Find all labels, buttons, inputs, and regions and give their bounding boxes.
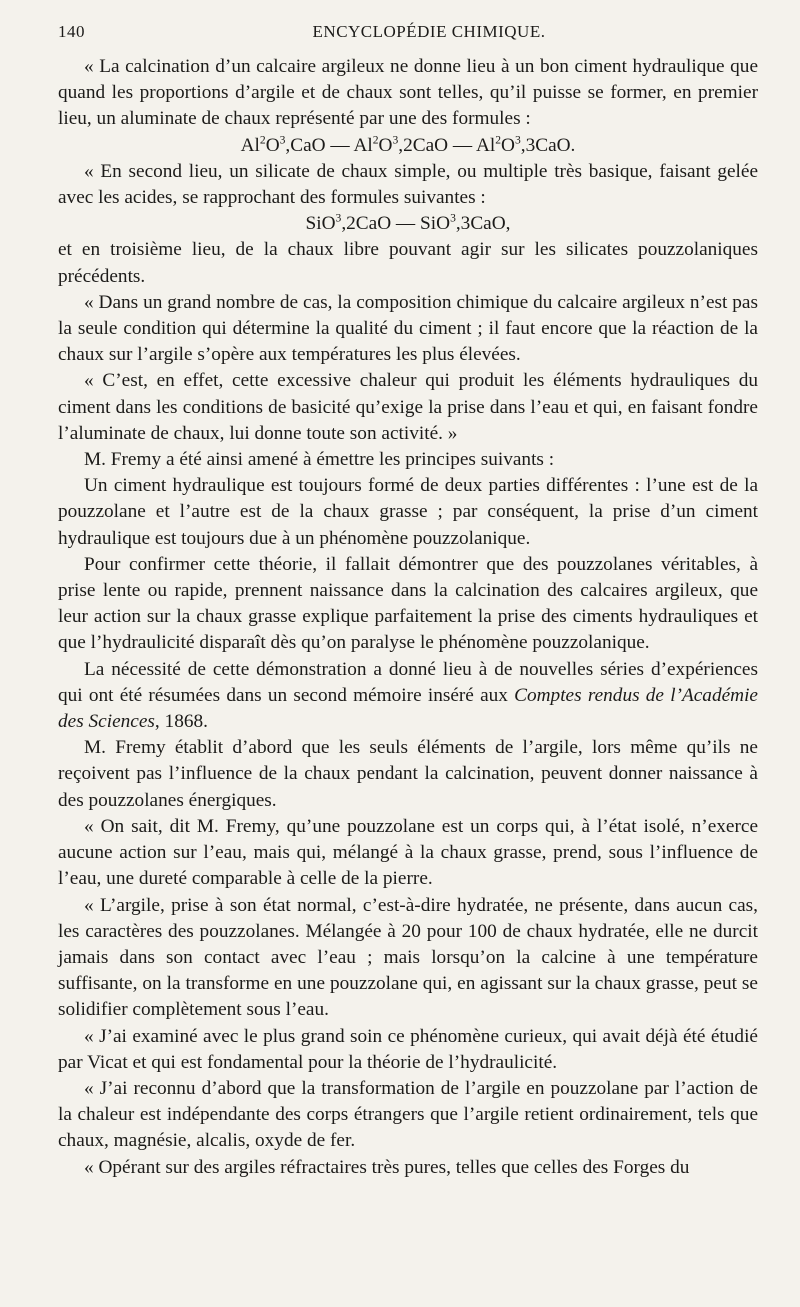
running-header xyxy=(58,22,760,46)
paragraph: « L’argile, prise à son état normal, c’est-à-dire hydratée, ne présente, dans aucun cas, les caractères des pouzzolanes. Mélangée à 20 pour 100 de chaux hydratée, elle ne durcit jamais dans son contact avec l’eau ; mais lorsqu’on la calcine à une température suffisante, on la transforme en une pouzzolane qui, en agissant sur la chaux grasse, peut se solidifier complètement sous l’eau. xyxy=(58,894,758,1021)
running-title: ENCYCLOPÉDIE CHIMIQUE. xyxy=(312,22,546,41)
paragraph: M. Fremy établit d’abord que les seuls éléments de l’argile, lors même qu’ils ne reçoivent pas l’influence de la chaux pendant la calcination, peuvent donner naissance à des pouzzolanes énergiques. xyxy=(58,737,758,811)
text-body xyxy=(58,54,758,1181)
paragraph: « J’ai reconnu d’abord que la transformation de l’argile en pouzzolane par l’action de la chaleur est indépendante des corps étrangers que l’argile retient ordinairement, tels que chaux, magnésie, alcalis, oxyde de fer. xyxy=(58,1077,758,1152)
paragraph: « C’est, en effet, cette excessive chaleur qui produit les éléments hydrauliques du ciment dans les conditions de basicité qu’exige la prise dans l’eau et qui, en faisant fondre l’aluminate de chaux, lui donne toute son activité. » xyxy=(58,370,758,444)
paragraph: « Opérant sur des argiles réfractaires très pures, telles que celles des Forges du xyxy=(84,1156,690,1178)
formula-silicates: SiO$^3$,2CaO — SiO$^3$,3CaO, xyxy=(305,211,511,235)
paragraph: Pour confirmer cette théorie, il fallait démontrer que des pouzzolanes véritables, à prise lente ou rapide, prennent naissance dans la calcination des calcaires argileux, que leur action sur la chaux grasse explique parfaitement la prise des ciments hydrauliques et que l’hydraulicité disparaît dès qu’on paralyse le phénomène pouzzolanique. xyxy=(58,553,758,654)
paragraph: M. Fremy a été ainsi amené à émettre les principes suivants : xyxy=(84,449,555,471)
formula-aluminates: $Al^2O^3,CaO$ — $Al^2O^3,2CaO$ — $Al^2O^3,3CaO$. xyxy=(240,133,576,156)
paragraph: et en troisième lieu, de la chaux libre pouvant agir sur les silicates pouzzolaniques précédents. xyxy=(58,239,758,287)
paragraph: Un ciment hydraulique est toujours formé de deux parties différentes : l’une est de la pouzzolane et l’autre est de la chaux grasse ; par conséquent, la prise d’un ciment hydraulique est toujours due à un phénomène pouzzolanique. xyxy=(58,475,758,549)
page-number: 140 xyxy=(58,22,85,41)
paragraph: « J’ai examiné avec le plus grand soin ce phénomène curieux, qui avait déjà été étudié par Vicat et qui est fondamental pour la théorie de l’hydraulicité. xyxy=(58,1025,758,1073)
journal-title: Comptes rendus de l’Académie des Sciences xyxy=(58,684,758,733)
paragraph: « Dans un grand nombre de cas, la composition chimique du calcaire argileux n’est pas la seule condition qui détermine la qualité du ciment ; il faut encore que la réaction de la chaux sur l’argile s’opère aux températures les plus élevées. xyxy=(58,291,758,366)
paragraph: « On sait, dit M. Fremy, qu’une pouzzolane est un corps qui, à l’état isolé, n’exerce aucune action sur l’eau, mais qui, mélangé à la chaux grasse, prend, sous l’influence de l’eau, une dureté comparable à celle de la pierre. xyxy=(58,815,758,890)
paragraph: « En second lieu, un silicate de chaux simple, ou multiple très basique, faisant gelée avec les acides, se rapprochant des formules suivantes : xyxy=(58,160,758,209)
paragraph: La nécessité de cette démonstration a donné lieu à de nouvelles séries d’expériences qui ont été résumées dans un second mémoire inséré aux Comptes rendus de l’Académie des Sciences, 1868. xyxy=(58,658,758,733)
paragraph: « La calcination d’un calcaire argileux ne donne lieu à un bon ciment hydraulique que quand les proportions d’argile et de chaux sont telles, qu’il puisse se former, en premier lieu, un aluminate de chaux représenté par une des formules : xyxy=(58,56,758,130)
